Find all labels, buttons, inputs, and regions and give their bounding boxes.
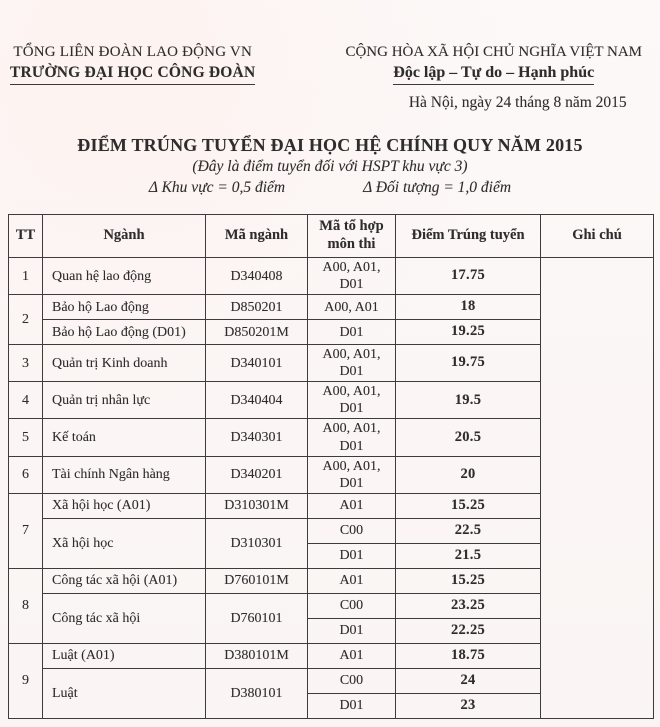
major-name-cell: Quản trị nhân lực	[43, 382, 206, 419]
score-table-head	[9, 215, 654, 258]
score-cell: 19.5	[396, 382, 541, 419]
subject-combo-cell: A00, A01, D01	[308, 258, 396, 295]
major-code-cell: D850201M	[206, 320, 308, 345]
subject-combo-cell: A00, A01, D01	[308, 382, 396, 419]
score-cell: 19.25	[396, 320, 541, 345]
subject-combo-cell: A00, A01, D01	[308, 345, 396, 382]
major-name-cell: Bảo hộ Lao động (D01)	[43, 320, 206, 345]
column-header: Ngành	[43, 215, 206, 258]
score-cell: 24	[396, 668, 541, 693]
table-row	[9, 258, 654, 295]
row-number-cell: 4	[9, 382, 43, 419]
score-cell: 22.25	[396, 618, 541, 643]
major-name-cell: Quan hệ lao động	[43, 258, 206, 295]
subject-combo-cell: A00, A01	[308, 295, 396, 320]
major-name-cell: Kế toán	[43, 419, 206, 456]
page-title: ĐIỂM TRÚNG TUYỂN ĐẠI HỌC HỆ CHÍNH QUY NĂM 2015	[77, 135, 583, 155]
major-name-cell: Luật	[43, 668, 206, 718]
score-cell: 19.75	[396, 345, 541, 382]
score-cell: 18.75	[396, 643, 541, 668]
page-subtitle: (Đây là điểm tuyển đối với HSPT khu vực 3)	[192, 158, 468, 175]
major-code-cell: D380101	[206, 668, 308, 718]
subject-combo-cell: C00	[308, 668, 396, 693]
row-number-cell: 9	[9, 643, 43, 718]
issuing-org-block	[10, 44, 255, 85]
national-motto-block	[345, 44, 642, 112]
major-name-cell: Công tác xã hội (A01)	[43, 568, 206, 593]
subject-combo-cell: C00	[308, 593, 396, 618]
column-header: TT	[9, 215, 43, 258]
score-cell: 23.25	[396, 593, 541, 618]
major-name-cell: Luật (A01)	[43, 643, 206, 668]
subject-combo-cell: D01	[308, 543, 396, 568]
subject-combo-cell: D01	[308, 693, 396, 718]
major-name-cell: Xã hội học	[43, 518, 206, 568]
row-number-cell: 8	[9, 568, 43, 643]
row-number-cell: 6	[9, 456, 43, 493]
score-cell: 20.5	[396, 419, 541, 456]
national-title: CỘNG HÒA XÃ HỘI CHỦ NGHĨA VIỆT NAM	[345, 44, 642, 60]
subject-combo-cell: A00, A01, D01	[308, 456, 396, 493]
column-header: Điểm Trúng tuyển	[396, 215, 541, 258]
row-number-cell: 2	[9, 295, 43, 345]
major-name-cell: Xã hội học (A01)	[43, 493, 206, 518]
major-code-cell: D340408	[206, 258, 308, 295]
row-number-cell: 7	[9, 493, 43, 568]
major-code-cell: D310301M	[206, 493, 308, 518]
score-cell: 22.5	[396, 518, 541, 543]
major-code-cell: D340201	[206, 456, 308, 493]
major-code-cell: D340101	[206, 345, 308, 382]
subject-combo-cell: D01	[308, 320, 396, 345]
major-code-cell: D760101	[206, 593, 308, 643]
delta-subject-note: Δ Đối tượng = 1,0 điểm	[363, 179, 512, 196]
major-code-cell: D340301	[206, 419, 308, 456]
score-cell: 21.5	[396, 543, 541, 568]
delta-region-note: Δ Khu vực = 0,5 điểm	[148, 179, 286, 196]
subject-combo-cell: A01	[308, 493, 396, 518]
row-number-cell: 3	[9, 345, 43, 382]
major-code-cell: D340404	[206, 382, 308, 419]
notes-cell	[541, 258, 654, 719]
major-code-cell: D380101M	[206, 643, 308, 668]
major-code-cell: D760101M	[206, 568, 308, 593]
subject-combo-cell: A00, A01, D01	[308, 419, 396, 456]
major-name-cell: Bảo hộ Lao động	[43, 295, 206, 320]
admission-score-table	[8, 214, 654, 719]
university-name: TRƯỜNG ĐẠI HỌC CÔNG ĐOÀN	[10, 64, 255, 85]
subject-combo-cell: A01	[308, 568, 396, 593]
major-name-cell: Quản trị Kinh doanh	[43, 345, 206, 382]
column-header: Mã ngành	[206, 215, 308, 258]
major-name-cell: Công tác xã hội	[43, 593, 206, 643]
major-code-cell: D850201	[206, 295, 308, 320]
column-header: Ghi chú	[541, 215, 654, 258]
subject-combo-cell: C00	[308, 518, 396, 543]
document-header	[8, 44, 652, 112]
score-cell: 15.25	[396, 568, 541, 593]
national-motto: Độc lập – Tự do – Hạnh phúc	[393, 64, 594, 85]
row-number-cell: 5	[9, 419, 43, 456]
org-name: TỔNG LIÊN ĐOÀN LAO ĐỘNG VN	[13, 44, 252, 60]
delta-notes	[8, 179, 652, 197]
score-cell: 17.75	[396, 258, 541, 295]
header-row	[9, 215, 654, 258]
major-code-cell: D310301	[206, 518, 308, 568]
date-line: Hà Nội, ngày 24 tháng 8 năm 2015	[408, 94, 627, 111]
score-cell: 23	[396, 693, 541, 718]
column-header: Mã tổ hợp môn thi	[308, 215, 396, 258]
score-cell: 15.25	[396, 493, 541, 518]
score-cell: 20	[396, 456, 541, 493]
score-cell: 18	[396, 295, 541, 320]
major-name-cell: Tài chính Ngân hàng	[43, 456, 206, 493]
score-table-body	[9, 258, 654, 719]
row-number-cell: 1	[9, 258, 43, 295]
subject-combo-cell: A01	[308, 643, 396, 668]
subject-combo-cell: D01	[308, 618, 396, 643]
